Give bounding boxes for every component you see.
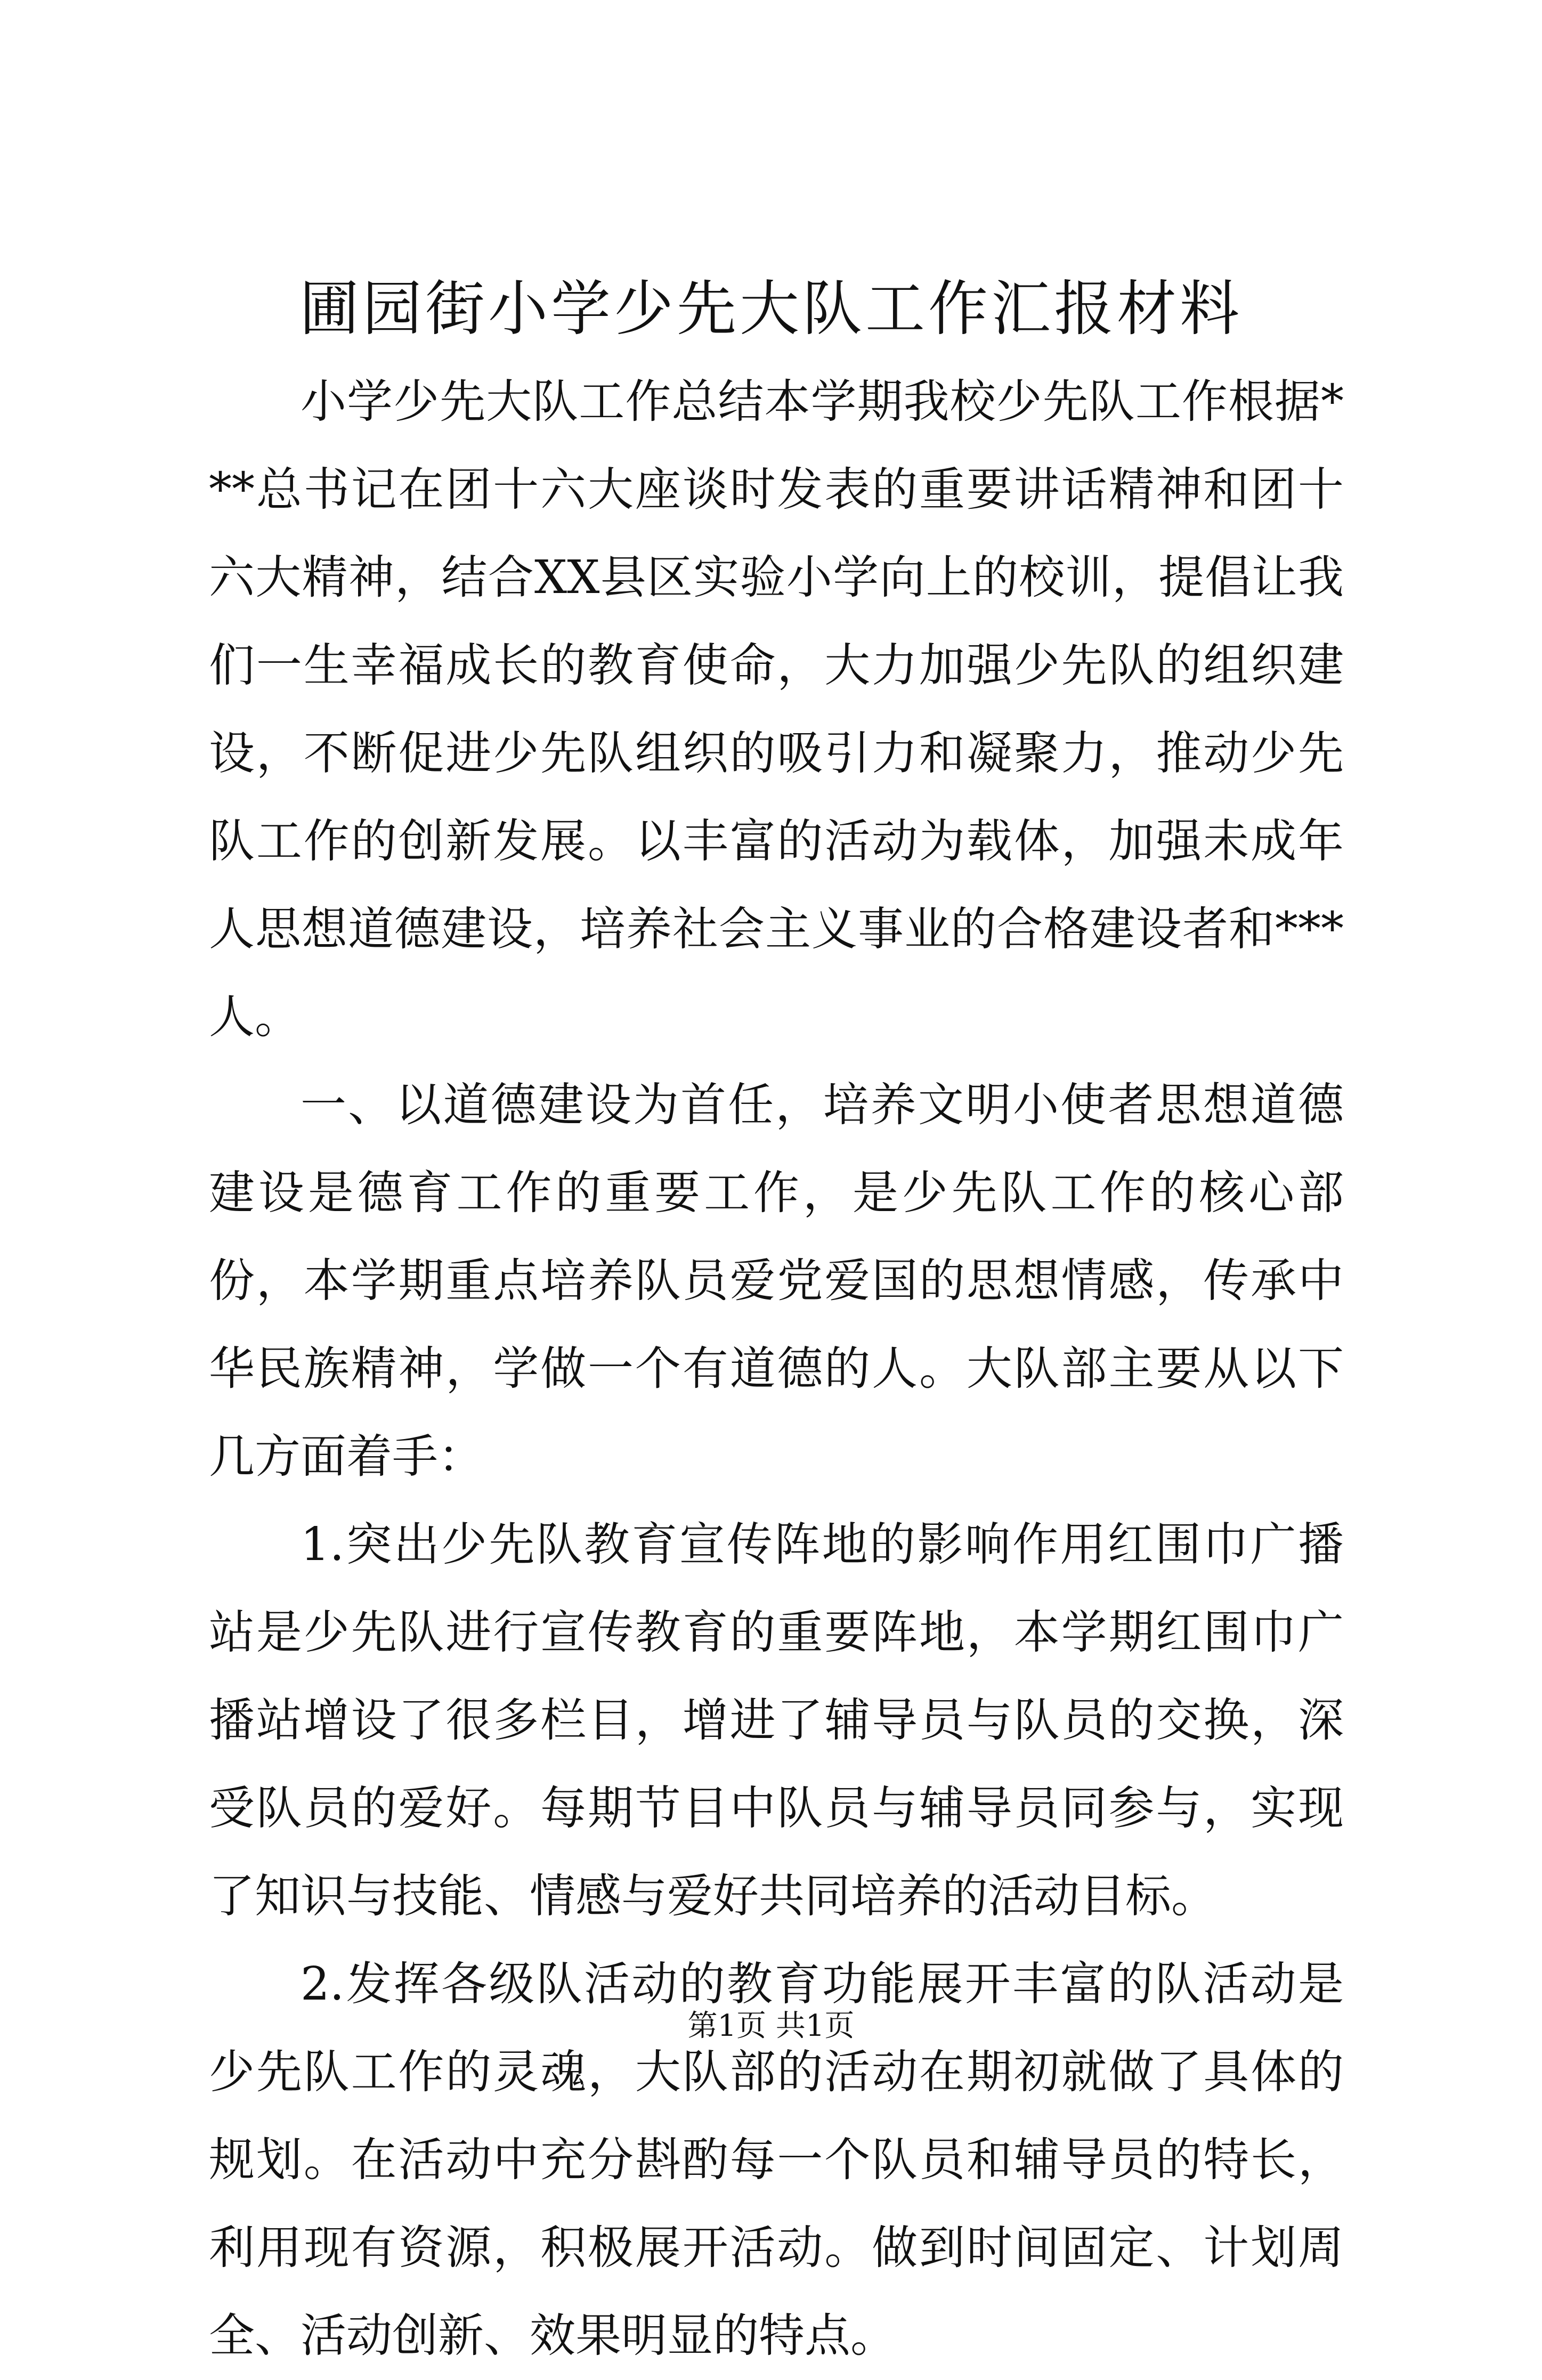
- paragraph-intro: 小学少先大队工作总结本学期我校少先队工作根据***总书记在团十六大座谈时发表的重要讲话精神和团十六大精神，结合XX县区实验小学向上的校训，提倡让我们一生幸福成长的教育使命，大力加强少先队的组织建设，不断促进少先队组织的吸引力和凝聚力，推动少先队工作的创新发展。以丰富的活动为载体，加强未成年人思想道德建设，培养社会主义事业的合格建设者和***人。: [209, 375, 1344, 1044]
- page-footer: 第1页 共1页: [687, 2009, 855, 2043]
- paragraph-section-1: 一、以道德建设为首任，培养文明小使者思想道德建设是德育工作的重要工作，是少先队工作的核心部份，本学期重点培养队员爱党爱国的思想情感，传承中华民族精神，学做一个有道德的人。大队部主要从以下几方面着手：: [209, 1078, 1344, 1483]
- paragraph-item-1: 1.突出少先队教育宣传阵地的影响作用红围巾广播站是少先队进行宣传教育的重要阵地，本学期红围巾广播站增设了很多栏目，增进了辅导员与队员的交换，深受队员的爱好。每期节目中队员与辅导员同参与，实现了知识与技能、情感与爱好共同培养的活动目标。: [209, 1518, 1344, 1923]
- document-body: [209, 358, 1344, 2380]
- paragraph-item-2: 2.发挥各级队活动的教育功能展开丰富的队活动是少先队工作的灵魂，大队部的活动在期初就做了具体的规划。在活动中充分斟酌每一个队员和辅导员的特长，利用现有资源，积极展开活动。做到时间固定、计划周全、活动创新、效果明显的特点。: [209, 1957, 1344, 2362]
- document-title: 圃园街小学少先大队工作汇报材料: [299, 274, 1243, 344]
